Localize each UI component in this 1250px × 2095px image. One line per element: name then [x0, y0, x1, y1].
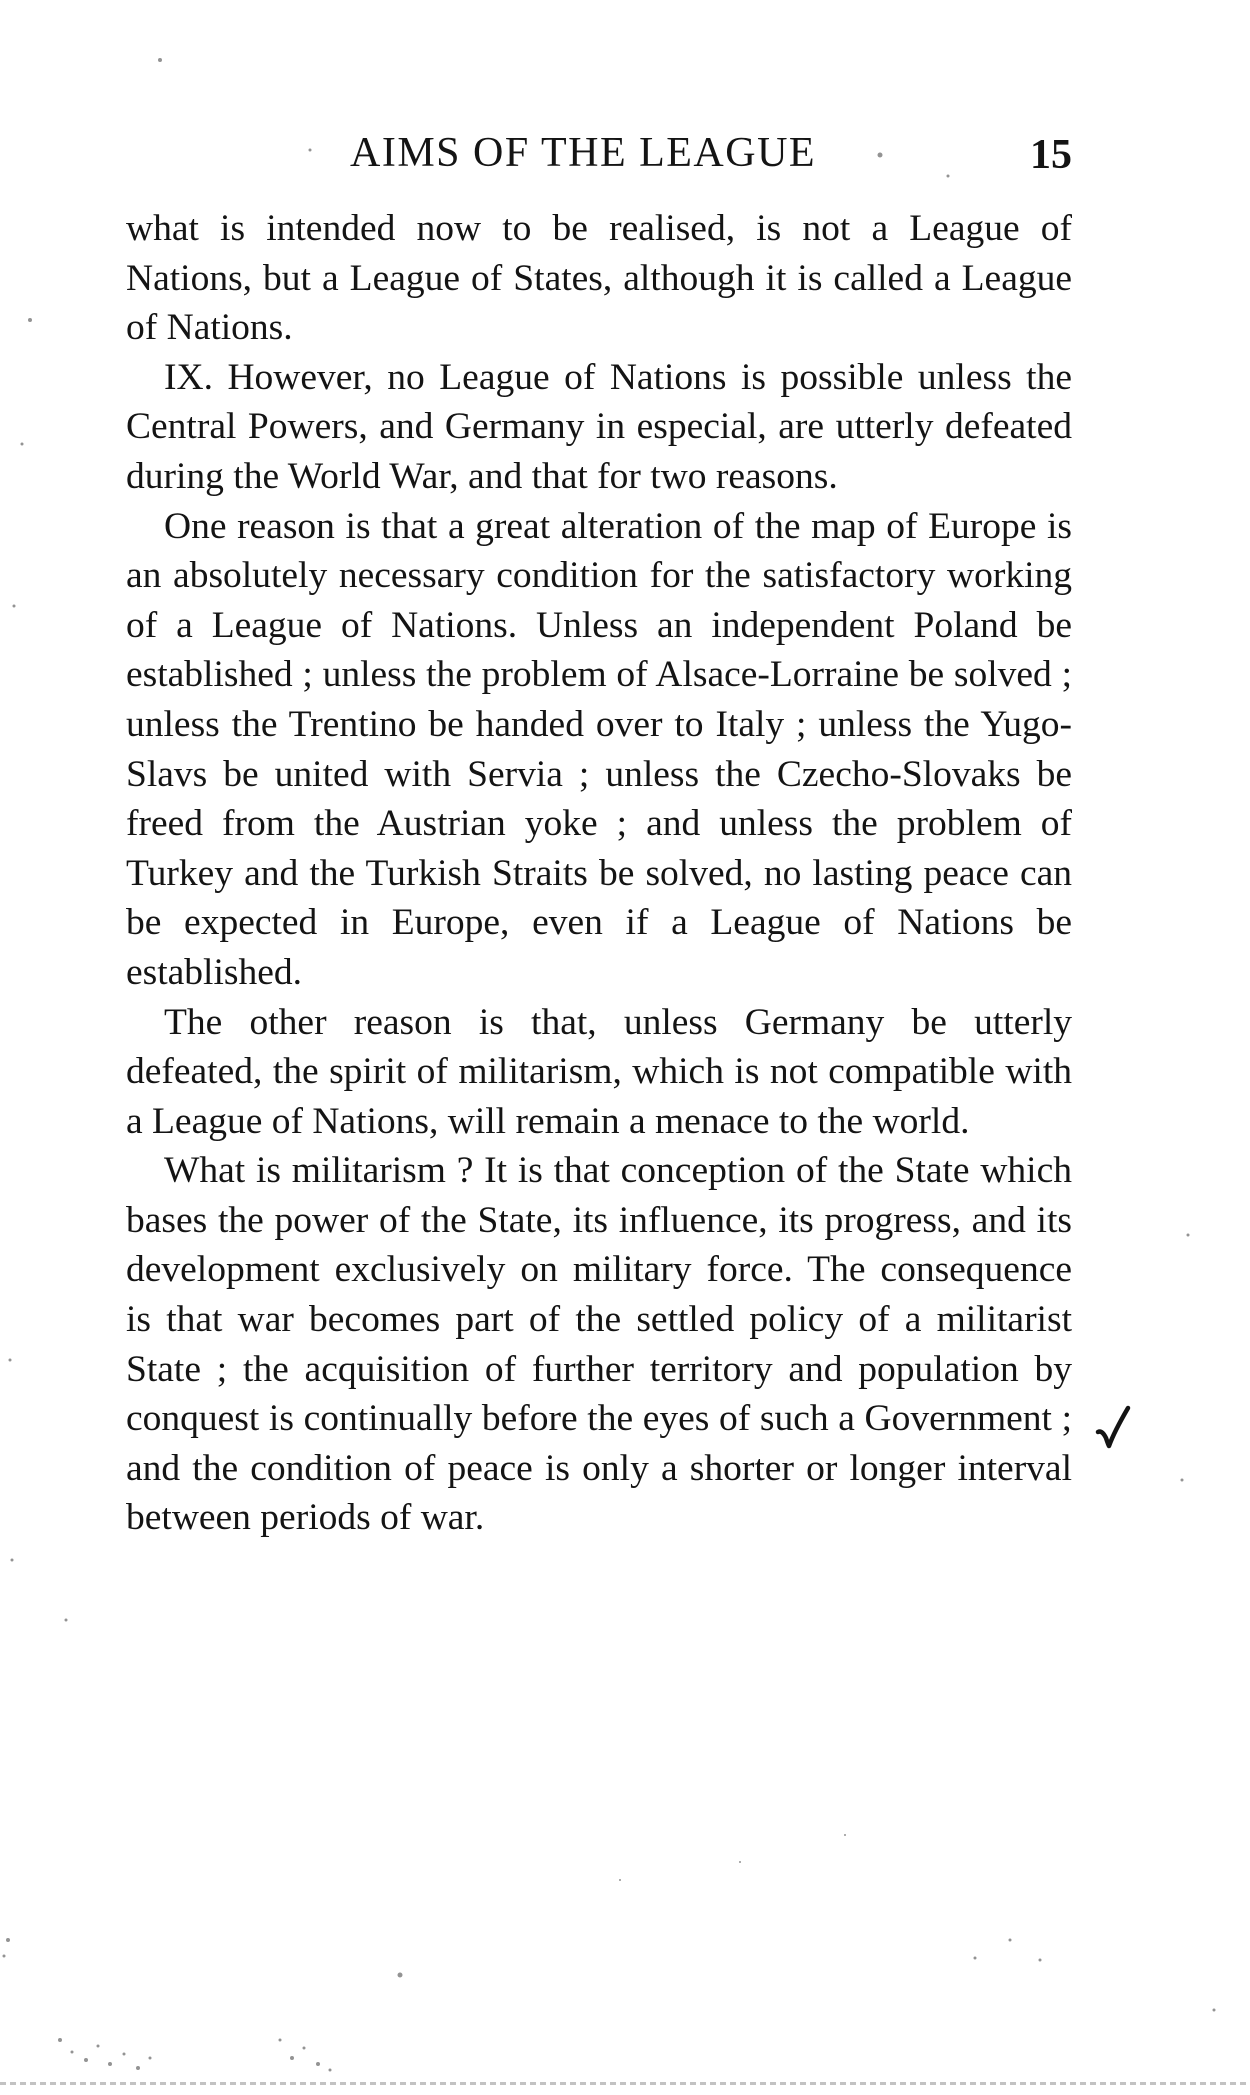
- page-number: 15: [1030, 132, 1072, 178]
- running-head: [0, 128, 1250, 178]
- paragraph-first-reason: One reason is that a great alteration of the map of Europe is an absolutely necessary condition for the satisfactory working of a League of Nations. Unless an independent Poland be established ; unless the problem of Alsace-Lorraine be solved ; unless the Trentino be handed over to Italy ; unless the Yugo-Slavs be united with Servia ; unless the Czecho-Slovaks be freed from the Austrian yoke ; and unless the problem of Turkey and the Turkish Straits be solved, no lasting peace can be expected in Europe, even if a League of Nations be established.: [126, 505, 1072, 993]
- body-text: [126, 204, 1072, 1543]
- paragraph-continuation: what is intended now to be realised, is not a League of Nations, but a League of States, although it is called a League of Nations.: [126, 208, 1072, 349]
- paragraph-militarism: What is militarism ? It is that conception of the State which bases the power of the State, its influence, its progress, and its development exclusively on military force. The consequence is that war becomes part of the settled policy of a militarist State ; the acquisition of further territory and population by conquest is continually before the eyes of such a Government ; and the condition of peace is only a shorter or longer interval between periods of war.: [126, 1150, 1072, 1539]
- paragraph-second-reason: The other reason is that, unless Germany be utterly defeated, the spirit of militarism, which is not compatible with a League of Nations, will remain a menace to the world.: [126, 1001, 1072, 1142]
- running-title: AIMS OF THE LEAGUE: [350, 130, 817, 176]
- paragraph-section-ix: IX. However, no League of Nations is possible unless the Central Powers, and Germany in especial, are utterly defeated during the World War, and that for two reasons.: [126, 356, 1072, 497]
- checkmark-icon: [1092, 1402, 1132, 1452]
- page-bottom-rule: [0, 2082, 1250, 2085]
